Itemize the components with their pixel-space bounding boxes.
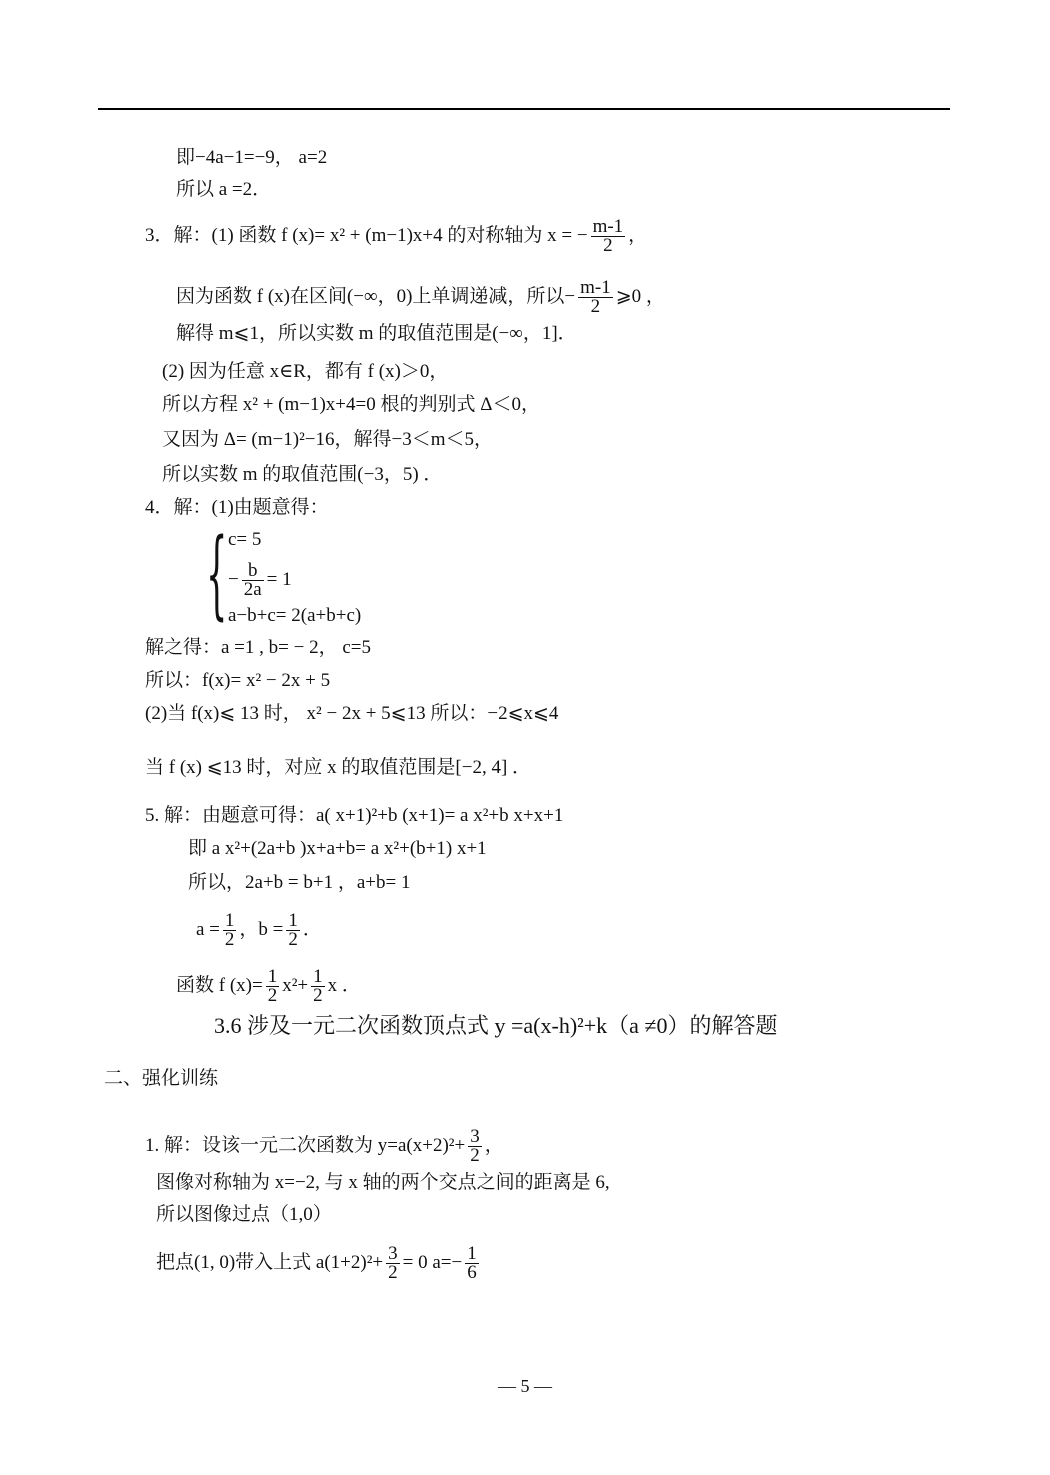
system-eq-3: a−b+c= 2(a+b+c) <box>228 605 362 626</box>
fraction: $\frac{b}{2a}$ <box>243 560 262 600</box>
line-23: 把点(1, 0)带入上式 a(1+2)²+ $\frac{3}{2}$ = 0 a=− $\frac{1}{6}$ <box>156 1243 477 1283</box>
line-4: 因为函数 f (x)在区间(−∞，0)上单调递减，所以− $\frac{m-1}{2}$ ⩾0 ， <box>176 277 665 317</box>
section-title: 二、强化训练 <box>104 1068 219 1089</box>
line-11: 解之得：a =1 , b= − 2， c=5 <box>145 637 371 658</box>
fraction: $\frac{3}{2}$ <box>470 1126 480 1166</box>
line-3: 3．解：(1) 函数 f (x)= x² + (m−1)x+4 的对称轴为 x = − $\frac{m-1}{2}$ ， <box>145 216 648 256</box>
fraction: $\frac{1}{2}$ <box>288 910 298 950</box>
line-5: 解得 m⩽1，所以实数 m 的取值范围是(−∞，1]． <box>176 323 577 344</box>
line-20: 1. 解：设该一元二次函数为 y=a(x+2)²+ $\frac{3}{2}$ ， <box>145 1126 504 1166</box>
section-heading-3-6: 3.6 涉及一元二次函数顶点式 y =a(x-h)²+k（a ≠0）的解答题 <box>214 1013 778 1038</box>
line-21: 图像对称轴为 x=−2, 与 x 轴的两个交点之间的距离是 6, <box>156 1172 610 1193</box>
line-9: 所以实数 m 的取值范围(−3，5) ． <box>162 464 443 485</box>
line-14: 当 f (x) ⩽13 时，对应 x 的取值范围是[−2, 4] ． <box>145 757 532 778</box>
header-rule <box>98 108 950 110</box>
system-eq-1: c= 5 <box>228 529 262 550</box>
line-15: 5. 解：由题意可得：a( x+1)²+b (x+1)= a x²+b x+x+1 <box>145 805 564 826</box>
line-8: 又因为 Δ= (m−1)²−16，解得−3＜m＜5， <box>162 429 493 450</box>
fraction: $\frac{m-1}{2}$ <box>592 216 624 256</box>
system-brace: { <box>206 518 228 630</box>
line-13: (2)当 f(x)⩽ 13 时， x² − 2x + 5⩽13 所以：−2⩽x⩽4 <box>145 703 559 724</box>
line-1: 即−4a−1=−9， a=2 <box>176 147 328 168</box>
fraction: $\frac{3}{2}$ <box>388 1243 398 1283</box>
fraction: $\frac{1}{2}$ <box>267 966 278 1006</box>
fraction: $\frac{1}{2}$ <box>313 966 323 1006</box>
fraction: $\frac{m-1}{2}$ <box>580 277 611 317</box>
line-7: 所以方程 x² + (m−1)x+4=0 根的判别式 Δ＜0， <box>162 394 540 415</box>
line-22: 所以图像过点（1,0） <box>156 1204 332 1225</box>
line-6: (2) 因为任意 x∈R，都有 f (x)＞0， <box>162 361 449 382</box>
line-18: a = $\frac{1}{2}$ ，b = $\frac{1}{2}$ ． <box>196 910 322 950</box>
fraction: $\frac{1}{6}$ <box>467 1243 477 1283</box>
line-12: 所以：f(x)= x² − 2x + 5 <box>145 670 331 691</box>
fraction: $\frac{1}{2}$ <box>224 910 235 950</box>
system-eq-2: − $\frac{b}{2a}$ = 1 <box>228 560 292 600</box>
line-2: 所以 a =2． <box>176 179 272 200</box>
line-10: 4．解：(1)由题意得： <box>145 497 329 518</box>
page-number: — 5 — <box>498 1376 552 1396</box>
line-17: 所以，2a+b = b+1 ，a+b= 1 <box>188 872 411 893</box>
line-19: 函数 f (x)= $\frac{1}{2}$ x²+ $\frac{1}{2}$ x ． <box>176 966 361 1006</box>
line-16: 即 a x²+(2a+b )x+a+b= a x²+(b+1) x+1 <box>188 838 487 859</box>
